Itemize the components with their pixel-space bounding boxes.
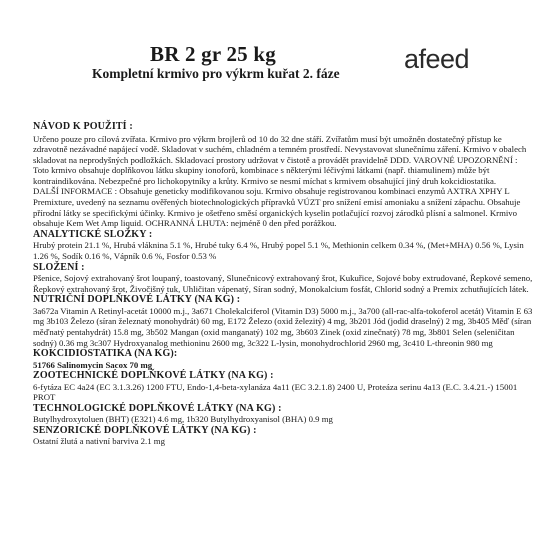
product-title: BR 2 gr 25 kg	[150, 42, 276, 66]
coccidiostats-text: 51766 Salinomycin Sacox 70 mg	[33, 359, 153, 370]
composition-text: Pšenice, Sojový extrahovaný šrot loupaný, toastovaný, Slunečnicový extrahovaný šrot, Kukuřice, Sojové boby extrudované, Řepkové semeno, Řepkový extrahovaný šrot, Živočišný tuk, Uhličitan vápenatý, Síran sodný, Monokalcium fosfát, Chlorid sodný a Premix zchutňujících látek.	[33, 273, 533, 294]
section-heading-technological: TECHNOLOGICKÉ DOPLŇKOVÉ LÁTKY (NA KG) :	[33, 402, 282, 414]
section-heading-nutritional: NUTRIČNÍ DOPLŇKOVÉ LÁTKY (NA KG) :	[33, 294, 241, 306]
technological-text: Butylhydroxytoluen (BHT) (E321) 4.6 mg, 1b320 Butylhydroxyanisol (BHA) 0.9 mg	[33, 414, 333, 425]
zootechnical-text: 6-fytáza EC 4a24 (EC 3.1.3.26) 1200 FTU, Endo-1,4-beta-xylanáza 4a11 (EC 3.2.1.8) 2400 U, Proteáza serinu 4a13 (E.C. 3.4.21.-) 15001 PROT	[33, 381, 518, 403]
section-heading-zootechnical: ZOOTECHNICKÉ DOPLŇKOVÉ LÁTKY (NA KG) :	[33, 370, 274, 382]
usage-text: Určeno pouze pro cílová zvířata. Krmivo pro výkrm brojlerů od 10 do 32 dne stáří. Zvířatům musí být umožněn dostatečný přístup ke zdravotně nezávadné napájecí vodě. Skladovat v suchém, chladném a temném prostředí. Nevystavovat slunečnímu záření. Krmivo v obalech skladovat na neprodyšných podložkách. Skladovací prostory udržovat v čistotě a provádět pravidelně DDD. VAROVNÉ UPOZORNĚNÍ : Toto krmivo obsahuje doplňkovou látku skupiny ionoforů, kombinace s některými léčivými látkami (např. thiamulinem) může být kontraindikována. Nebezpečné pro lichokopytníky a krůty. Krmivo se nesmí míchat s krmivem obsahující jiný druh kokcidiostatika.	[33, 133, 527, 186]
section-heading-composition: SLOŽENÍ :	[33, 261, 85, 273]
additional-info-text: DALŠÍ INFORMACE : Obsahuje geneticky modifikovanou soju. Krmivo obsahuje registrovanou kombinaci enzymů AXTRA XPHY L Premixture, uvedený na seznamu ověřených biotechnologických přípravků VÚZT pro snížení emisí amoniaku a snížení zápachu. Obsahuje přírodní látky se specifickými účinky. Krmivo je ošetřeno směsí organických kyselin potlačující rozvoj zárodků plísní a salmonel. Krmivo obsahuje Kem Wet Amp liquid. OCHRANNÁ LHUTA: nejméně 0 den před porážkou.	[33, 186, 521, 229]
brand-logo: afeed	[404, 44, 470, 74]
product-subtitle: Kompletní krmivo pro výkrm kuřat 2. fáze	[92, 66, 340, 81]
section-heading-sensory: SENZORICKÉ DOPLŇKOVÉ LÁTKY (NA KG) :	[33, 424, 257, 436]
nutritional-text: 3a672a Vitamin A Retinyl-acetát 10000 m.j., 3a671 Cholekalciferol (Vitamin D3) 5000 m.j., 3a700 (all-rac-alfa-tokoferol acetát) Vitamin E 63 mg 3b103 Železo (síran železnatý monohydrát) 60 mg, E172 Železo (oxid železitý) 4 mg, 3b201 Jód (jodid draselný) 2 mg, 3b405 Měď (síran měďnatý pentahydrát) 15.8 mg, 3b502 Mangan (oxid manganatý) 102 mg, 3b603 Zinek (oxid zinečnatý) 78 mg, 3b801 Selen (seleničitan sodný) 0.36 mg 3c307 Hydroxyanalog methioninu 2600 mg, 3c322 L-lysin, monohydrochlorid 2960 mg, 3c410 L-threonin 980 mg	[33, 305, 533, 348]
analytical-text: Hrubý protein 21.1 %, Hrubá vláknina 5.1 %, Hrubé tuky 6.4 %, Hrubý popel 5.1 %, Methionin celkem 0.34 %, (Met+MHA) 0.56 %, Lysin 1.26 %, Sodík 0.16 %, Vápník 0.6 %, Fosfor 0.53 %	[33, 240, 524, 261]
label-content	[33, 121, 533, 447]
section-heading-analytical: ANALYTICKÉ SLOŽKY :	[33, 228, 153, 240]
sensory-text: Ostatní žlutá a nativní barviva 2.1 mg	[33, 436, 165, 447]
section-heading-coccidiostats: KOKCIDIOSTATIKA (NA KG):	[33, 348, 178, 360]
section-heading-usage: NÁVOD K POUŽITÍ :	[33, 121, 133, 132]
